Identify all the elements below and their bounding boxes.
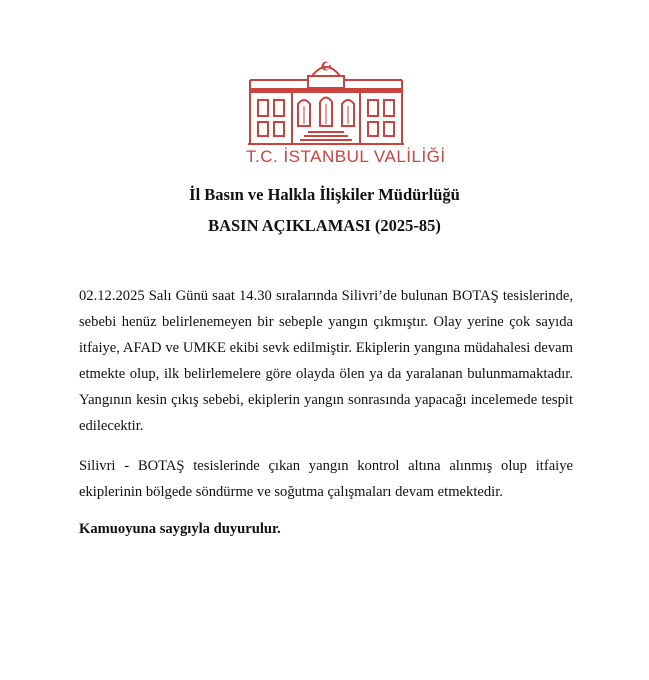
paragraph-update: Silivri ‐ BOTAŞ tesislerinde çıkan yangın kontrol altına alınmış olup itfaiye ekiplerinin bölgede söndürme ve soğutma çalışmaları devam etmektedir.	[79, 458, 573, 500]
governorate-building-icon	[246, 56, 406, 146]
paragraph-incident: 02.12.2025 Salı Günü saat 14.30 sıralarında Silivri’de bulunan BOTAŞ tesislerinde, sebebi henüz belirlenemeyen bir sebeple yangın çıkmıştır. Olay yerine çok sayıda itfaiye, AFAD ve UMKE ekibi sevk edilmiştir. Ekiplerin yangına müdahalesi devam etmekte olup, ilk belirlemelere göre olayda ölen ya da yaralanan bulunmamaktadır. Yangının kesin çıkış sebebi, ekiplerin yangın sonrasında yapacağı incelemede tespit edilecektir.	[79, 288, 573, 434]
department-name: İl Basın ve Halkla İlişkiler Müdürlüğü	[189, 185, 460, 204]
logo-text: T.C. İSTANBUL VALİLİĞİ	[246, 147, 446, 166]
closing-statement: Kamuoyuna saygıyla duyurulur.	[79, 521, 281, 537]
istanbul-governorate-logo	[246, 56, 446, 172]
document-title: BASIN AÇIKLAMASI (2025-85)	[208, 216, 441, 235]
